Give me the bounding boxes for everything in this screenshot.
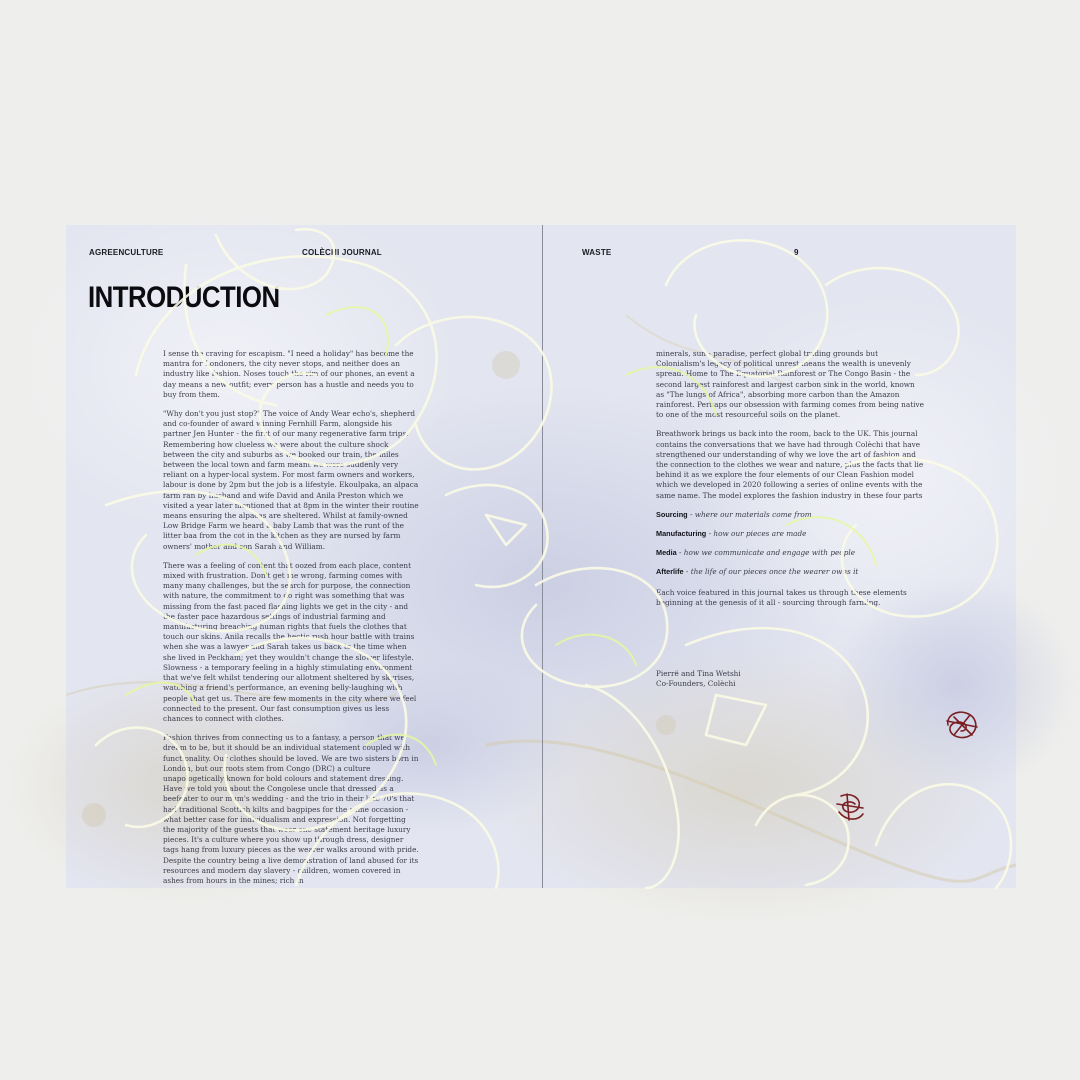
body-paragraph: I sense the craving for escapism. "I need a holiday" has become the mantra for Londoners, the city never stops, and neither does an industry like fashion. Noses touch the rim of our phones, an event a day means a new outfit; every person has a hustle and needs you to buy from them.: [163, 349, 415, 399]
part-description: the life of our pieces once the wearer owns it: [690, 567, 859, 577]
part-description: how our pieces are made: [713, 529, 807, 539]
scribble-sticker: [942, 707, 982, 743]
body-paragraph: Breathwork brings us back into the room, back to the UK. This journal contains the conversations that we have had through Colèchi that have strengthened our understanding of why we love the art of fashion and the connection to the clothes we wear and nature, plus the facts that lie behind it as we explore the four elements of our Clean Fashion model which we developed in 2020 following a series of online events with the same name. The model explores the fashion industry in these four parts: [656, 429, 924, 500]
part-term: Sourcing: [656, 509, 688, 519]
magazine-spread: [66, 225, 1016, 888]
signoff-role: Co-Founders, Colèchi: [656, 679, 736, 689]
part-description: how we communicate and engage with people: [683, 548, 856, 558]
list-item: Sourcing - where our materials come from: [656, 509, 812, 519]
running-head-section-left: AGREENCULTURE: [89, 248, 164, 257]
list-item: Media - how we communicate and engage with people: [656, 548, 856, 558]
scribble-sticker: [833, 790, 867, 824]
part-term: Manufacturing: [656, 529, 707, 539]
part-description: where our materials come from: [694, 509, 812, 519]
page-number: 9: [794, 248, 799, 257]
right-text-column: [656, 349, 924, 617]
body-paragraph: There was a feeling of content that oozed from each place, content mixed with frustration. Don't get me wrong, farming comes with many many challenges, but the search for purpose, the connection with nature, the commitment to do right was something that was missing from the fast paced flashing lights we get in the city - and the faster pace hazardous settings of industrial farming and manufacturing breaching human rights that fuels the clothes that touch our skins. Anila recalls the hectic rush hour battle with trains when she was a lawyer and Sarah takes us back to the time when she lived in Peckham; yet they wouldn't change the slower lifestyle. Slowness - a temporary feeling in a highly stimulating environment that we've felt whilst tendering our allotment sheltered by skyrises, watching a friend's performance, an evening belly-laughing with people that get us. There are few moments in the city where we feel connected to the present. Our fast consumption gives us less chances to connect with clothes.: [163, 560, 417, 723]
left-text-column: [163, 349, 419, 885]
closing-paragraph: Each voice featured in this journal takes us through these elements beginning at the genesis of it all - sourcing through farming.: [656, 587, 907, 607]
model-parts-list: [656, 510, 924, 578]
list-item: Manufacturing - how our pieces are made: [656, 529, 807, 539]
running-head-publication: COLÈCHI JOURNAL: [302, 248, 382, 257]
running-head-section-right: WASTE: [582, 248, 612, 257]
page-gutter: [542, 225, 543, 888]
list-item: Afterlife - the life of our pieces once the wearer owns it: [656, 567, 859, 577]
signoff: [656, 669, 856, 689]
article-title: INTRODUCTION: [88, 281, 280, 314]
signoff-names: Pierrë and Tina Wetshi: [656, 669, 741, 678]
body-paragraph: Fashion thrives from connecting us to a fantasy, a person that we dream to be, but it should be an individual statement coupled with functionality. Our clothes should be loved. We are two sisters born in London, but our roots stem from Congo (DRC) a culture unapologetically known for bold colours and statement dressing. Have we told you about the Congolese uncle that dressed as a beefeater to our mum's wedding - and the trio in their late 70's that had traditional Scottish kilts and bagpipes for the same occasion - what better case for individualism and expression. Not forgetting the majority of the guests that wear one statement heritage luxury pieces. It's a culture where you show up through dress, designer tags hang from luxury pieces as the wearer walks around with pride. Despite the country being a live demonstration of land abused for its resources and modern day slavery - children, women covered in ashes from hours in the mines; rich in: [163, 733, 419, 885]
part-term: Media: [656, 548, 677, 558]
body-paragraph: minerals, sun - paradise, perfect global trading grounds but Colonialism's legacy of political unrest means the wealth is unevenly spread. Home to The Equatorial Rainforest or The Congo Basin - the second largest rainforest and largest carbon sink in the world, known as "The lungs of Africa", absorbing more carbon than the Amazon rainforest. Perhaps our obsession with farming comes from being native to one of the most resourceful soils on the planet.: [656, 349, 924, 420]
body-paragraph: "Why don't you just stop?" The voice of Andy Wear echo's, shepherd and co-founder of award winning Fernhill Farm, alongside his partner Jen Hunter - the first of our many regenerative farm trips. Remembering how clueless we were about the culture shock between the city and suburbs as we booked our train, the miles between the local town and farm meant we were suddenly very reliant on a hyper-local system. For most farm owners and workers, labour is done by 2pm but the job is a lifestyle. Ekoulpaka, an alpaca farm ran by husband and wife David and Anila Preston which we visited a year later mentioned that at 8pm in the winter their routine means ensuring the alpacas are sheltered. Whilst at family-owned Low Bridge Farm we heard a baby Lamb that was the runt of the litter baa from the cot in the kitchen as they are nursed by farm owners' mother and son Sarah and William.: [163, 409, 419, 551]
part-term: Afterlife: [656, 567, 684, 577]
